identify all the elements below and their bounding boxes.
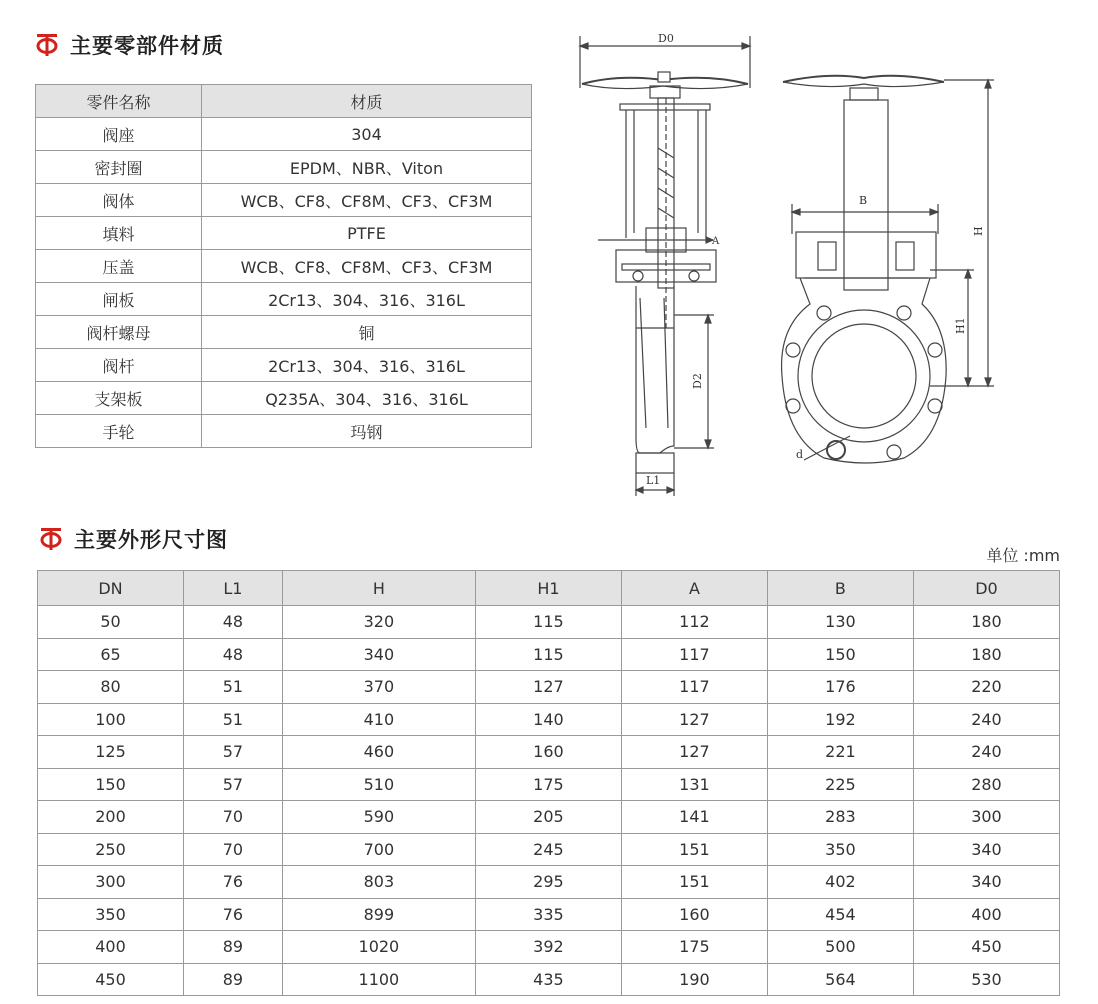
table-row: [38, 866, 1060, 899]
front-view: [782, 76, 994, 463]
h-cell: 510: [282, 768, 475, 801]
h-cell: 1020: [282, 931, 475, 964]
b-cell: 176: [767, 671, 913, 704]
b-cell: 225: [767, 768, 913, 801]
b-cell: 283: [767, 801, 913, 834]
table-row: [38, 801, 1060, 834]
dn-cell: 350: [38, 898, 184, 931]
part-name-cell: 填料: [36, 217, 202, 250]
label-d2: D2: [691, 373, 704, 389]
table-row: [36, 151, 532, 184]
valve-logo-icon: [38, 526, 64, 552]
l1-cell: 76: [184, 898, 283, 931]
part-name-cell: 闸板: [36, 283, 202, 316]
dimensions-title: 主要外形尺寸图: [74, 528, 228, 552]
h1-cell: 115: [475, 606, 621, 639]
h-cell: 320: [282, 606, 475, 639]
a-cell: 112: [621, 606, 767, 639]
part-name-cell: 密封圈: [36, 151, 202, 184]
table-row: [38, 768, 1060, 801]
a-cell: 175: [621, 931, 767, 964]
h-cell: 590: [282, 801, 475, 834]
d0-cell: 300: [913, 801, 1059, 834]
material-cell: WCB、CF8、CF8M、CF3、CF3M: [202, 184, 532, 217]
label-h: H: [972, 226, 985, 236]
unit-note: 单位 :mm: [986, 546, 1060, 565]
h-cell: 340: [282, 638, 475, 671]
h1-cell: 435: [475, 963, 621, 996]
d0-cell: 340: [913, 833, 1059, 866]
table-row: [36, 283, 532, 316]
dn-cell: 80: [38, 671, 184, 704]
b-cell: 402: [767, 866, 913, 899]
label-h1: H1: [954, 317, 967, 334]
h1-cell: 205: [475, 801, 621, 834]
dn-cell: 50: [38, 606, 184, 639]
b-cell: 150: [767, 638, 913, 671]
table-row: [36, 184, 532, 217]
b-cell: 350: [767, 833, 913, 866]
dn-cell: 300: [38, 866, 184, 899]
table-row: [36, 118, 532, 151]
materials-table: [35, 84, 532, 448]
d0-cell: 220: [913, 671, 1059, 704]
d0-cell: 240: [913, 736, 1059, 769]
dn-cell: 250: [38, 833, 184, 866]
dimensions-table-body: [38, 606, 1060, 996]
label-d0: D0: [658, 32, 674, 45]
table-row: [38, 963, 1060, 996]
part-name-cell: 阀体: [36, 184, 202, 217]
h-cell: 410: [282, 703, 475, 736]
b-cell: 564: [767, 963, 913, 996]
h1-cell: 140: [475, 703, 621, 736]
a-cell: 127: [621, 703, 767, 736]
a-cell: 151: [621, 866, 767, 899]
h1-cell: 392: [475, 931, 621, 964]
part-name-cell: 支架板: [36, 382, 202, 415]
h1-cell: 127: [475, 671, 621, 704]
d0-cell: 400: [913, 898, 1059, 931]
materials-header-row: [36, 85, 532, 118]
part-name-cell: 手轮: [36, 415, 202, 448]
material-cell: 304: [202, 118, 532, 151]
h-cell: 1100: [282, 963, 475, 996]
label-b: B: [859, 194, 868, 207]
a-cell: 160: [621, 898, 767, 931]
h-cell: 700: [282, 833, 475, 866]
dimensions-header-row: [38, 571, 1060, 606]
material-cell: 2Cr13、304、316、316L: [202, 283, 532, 316]
valve-logo-icon: [34, 32, 60, 58]
material-cell: PTFE: [202, 217, 532, 250]
part-name-cell: 阀杆: [36, 349, 202, 382]
material-cell: EPDM、NBR、Viton: [202, 151, 532, 184]
a-cell: 117: [621, 638, 767, 671]
header-dn: DN: [38, 571, 184, 606]
h1-cell: 295: [475, 866, 621, 899]
table-row: [38, 606, 1060, 639]
table-row: [38, 703, 1060, 736]
header-b: B: [767, 571, 913, 606]
l1-cell: 57: [184, 736, 283, 769]
table-row: [38, 898, 1060, 931]
h-cell: 803: [282, 866, 475, 899]
b-cell: 130: [767, 606, 913, 639]
d0-cell: 530: [913, 963, 1059, 996]
d0-cell: 180: [913, 638, 1059, 671]
dimensions-section-title: [38, 524, 228, 554]
material-cell: 铜: [202, 316, 532, 349]
table-row: [38, 833, 1060, 866]
material-cell: WCB、CF8、CF8M、CF3、CF3M: [202, 250, 532, 283]
a-cell: 141: [621, 801, 767, 834]
material-cell: Q235A、304、316、316L: [202, 382, 532, 415]
l1-cell: 89: [184, 963, 283, 996]
table-row: [36, 250, 532, 283]
dn-cell: 150: [38, 768, 184, 801]
a-cell: 131: [621, 768, 767, 801]
d0-cell: 450: [913, 931, 1059, 964]
l1-cell: 70: [184, 801, 283, 834]
l1-cell: 76: [184, 866, 283, 899]
table-row: [38, 638, 1060, 671]
materials-title: 主要零部件材质: [70, 34, 224, 58]
label-a: A: [712, 236, 720, 247]
header-h: H: [282, 571, 475, 606]
dn-cell: 450: [38, 963, 184, 996]
h-cell: 899: [282, 898, 475, 931]
part-name-cell: 阀杆螺母: [36, 316, 202, 349]
table-row: [38, 931, 1060, 964]
dimensions-table: [37, 570, 1060, 996]
a-cell: 151: [621, 833, 767, 866]
h1-cell: 245: [475, 833, 621, 866]
table-row: [36, 217, 532, 250]
dn-cell: 400: [38, 931, 184, 964]
h1-cell: 335: [475, 898, 621, 931]
l1-cell: 57: [184, 768, 283, 801]
a-cell: 127: [621, 736, 767, 769]
h1-cell: 160: [475, 736, 621, 769]
l1-cell: 48: [184, 638, 283, 671]
table-row: [36, 316, 532, 349]
side-view: [580, 32, 750, 496]
label-d: d: [796, 448, 804, 461]
label-l1: L1: [646, 474, 661, 487]
header-part-name: 零件名称: [36, 85, 202, 118]
a-cell: 117: [621, 671, 767, 704]
b-cell: 454: [767, 898, 913, 931]
dn-cell: 100: [38, 703, 184, 736]
h1-cell: 175: [475, 768, 621, 801]
valve-technical-drawing: [578, 28, 998, 503]
part-name-cell: 压盖: [36, 250, 202, 283]
l1-cell: 89: [184, 931, 283, 964]
header-a: A: [621, 571, 767, 606]
material-cell: 玛钢: [202, 415, 532, 448]
l1-cell: 51: [184, 671, 283, 704]
l1-cell: 51: [184, 703, 283, 736]
header-d0: D0: [913, 571, 1059, 606]
l1-cell: 48: [184, 606, 283, 639]
dn-cell: 200: [38, 801, 184, 834]
d0-cell: 180: [913, 606, 1059, 639]
d0-cell: 280: [913, 768, 1059, 801]
header-h1: H1: [475, 571, 621, 606]
table-row: [38, 671, 1060, 704]
material-cell: 2Cr13、304、316、316L: [202, 349, 532, 382]
h-cell: 370: [282, 671, 475, 704]
a-cell: 190: [621, 963, 767, 996]
d0-cell: 340: [913, 866, 1059, 899]
table-row: [36, 382, 532, 415]
dn-cell: 125: [38, 736, 184, 769]
d0-cell: 240: [913, 703, 1059, 736]
table-row: [38, 736, 1060, 769]
h1-cell: 115: [475, 638, 621, 671]
table-row: [36, 349, 532, 382]
b-cell: 221: [767, 736, 913, 769]
table-row: [36, 415, 532, 448]
h-cell: 460: [282, 736, 475, 769]
header-material: 材质: [202, 85, 532, 118]
l1-cell: 70: [184, 833, 283, 866]
b-cell: 500: [767, 931, 913, 964]
part-name-cell: 阀座: [36, 118, 202, 151]
materials-section-title: [34, 30, 224, 60]
dn-cell: 65: [38, 638, 184, 671]
b-cell: 192: [767, 703, 913, 736]
header-l1: L1: [184, 571, 283, 606]
